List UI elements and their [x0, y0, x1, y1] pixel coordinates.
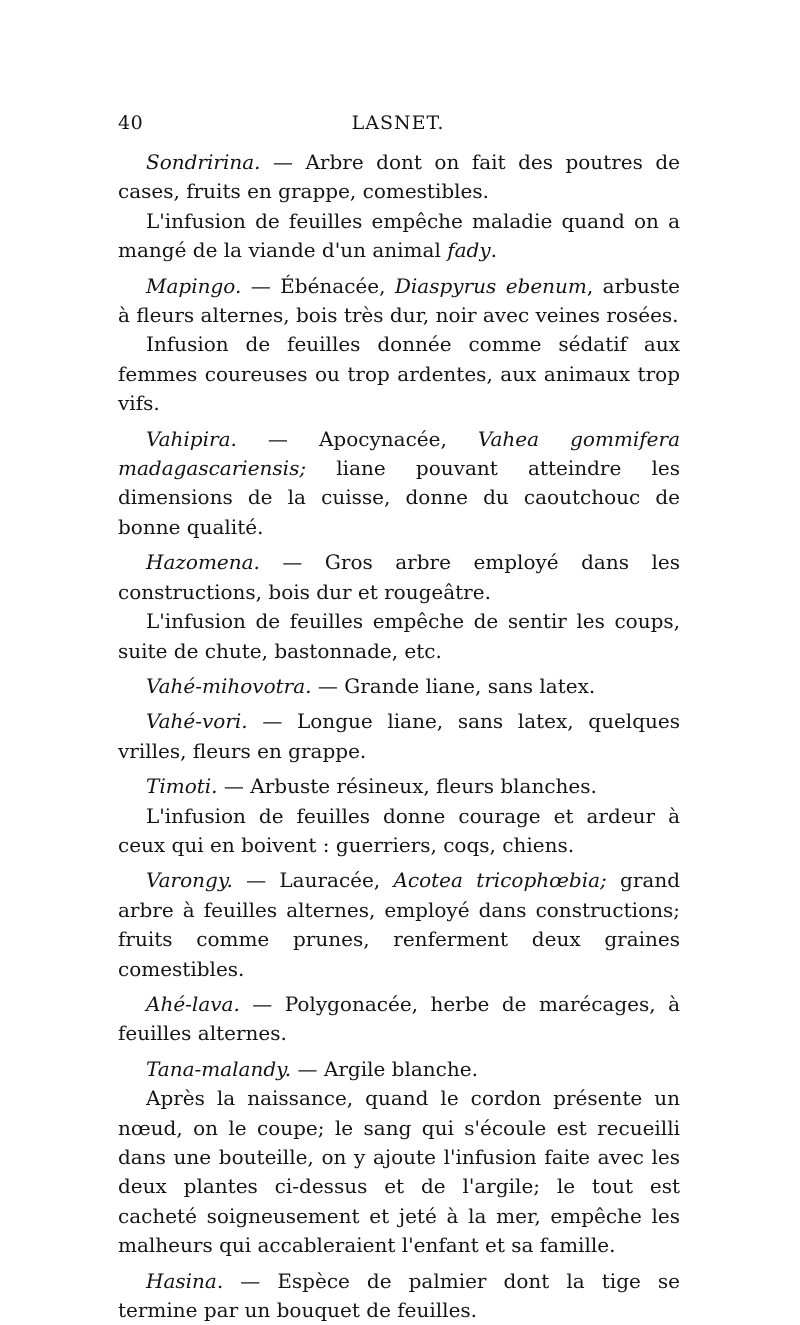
entry-term: Varongy.: [146, 868, 233, 893]
entry-term: Hazomena.: [146, 550, 260, 575]
entry-paragraph: [118, 1267, 680, 1325]
entry-term: Vahé-mihovotra.: [146, 673, 312, 698]
entry-term: Sondririna.: [146, 150, 261, 174]
entry-term: Tana-malandy.: [146, 1056, 292, 1081]
entry-paragraph: [118, 272, 680, 331]
entry-scientific-name: Vahea gommifera madagascariensis;: [118, 426, 680, 481]
entry-paragraph: [118, 772, 680, 801]
entry-text: — Ébénacée,: [241, 273, 395, 298]
entry-term: Hasina.: [146, 1268, 224, 1293]
entry-text: Infusion de feuilles donnée comme sédatif aux femmes coureuses ou trop ardentes, aux animaux trop vifs.: [118, 332, 680, 416]
page-number: 40: [118, 112, 144, 134]
entry-text: — Arbuste résineux, fleurs blanches.: [217, 774, 597, 799]
entry-text-after: grand arbre à feuilles alternes, employé dans constructions; fruits comme prunes, renferment deux graines comestibles.: [118, 868, 681, 981]
entry-paragraph: [118, 425, 680, 543]
entry-italic-word: fady: [447, 238, 491, 263]
entry-term: Vahipira.: [146, 426, 237, 451]
entry-paragraph: [118, 1055, 680, 1084]
entry-text: — Longue liane, sans latex, quelques vrilles, fleurs en grappe.: [118, 709, 680, 763]
entry-paragraph: [118, 330, 680, 418]
entry-paragraph: [118, 707, 680, 766]
entry-text-after: liane pouvant atteindre les dimensions de la cuisse, donne du caoutchouc de bonne qualité.: [118, 456, 680, 539]
entry-text: — Grande liane, sans latex.: [311, 673, 596, 698]
page-header: [118, 112, 678, 138]
entry-text-after: , arbuste à fleurs alternes, bois très dur, noir avec veines rosées.: [118, 273, 680, 328]
entry-text: — Argile blanche.: [291, 1056, 478, 1081]
entry-text: L'infusion de feuilles empêche de sentir les coups, suite de chute, bastonnade, etc.: [118, 609, 680, 663]
entry-scientific-name: Diaspyrus ebenum: [394, 273, 587, 298]
entry-term: Ahé-lava.: [146, 991, 240, 1016]
entry-text: — Arbre dont on fait des poutres de cases, fruits en grappe, comestibles.: [118, 150, 680, 204]
entry-paragraph: [118, 866, 680, 984]
entry-paragraph: [118, 990, 680, 1049]
entry-text: — Gros arbre employé dans les constructions, bois dur et rougeâtre.: [118, 550, 680, 604]
entry-text: Après la naissance, quand le cordon présente un nœud, on le coupe; le sang qui s'écoule est recueilli dans une bouteille, on y ajoute l'infusion faite avec les deux plantes ci-dessus et de l'argile; le tout est cacheté soigneusement et jeté à la mer, empêche les malheurs qui accableraient l'enfant et sa famille.: [118, 1086, 680, 1258]
entry-term: Timoti.: [146, 774, 218, 799]
entry-paragraph: [118, 548, 680, 607]
entry-text: — Lauracée,: [232, 868, 394, 893]
page-body: [118, 148, 680, 1325]
entry-paragraph: [118, 207, 680, 266]
entry-text: — Polygonacée, herbe de marécages, à feuilles alternes.: [118, 991, 680, 1046]
entry-scientific-name: Acotea tricophœbia;: [393, 868, 607, 893]
entry-paragraph: [118, 802, 680, 861]
entry-text: L'infusion de feuilles donne courage et ardeur à ceux qui en boivent : guerriers, coqs, chiens.: [118, 803, 680, 857]
entry-term: Vahé-vori.: [146, 709, 248, 734]
entry-paragraph: [118, 1084, 680, 1260]
entry-text-after: .: [490, 238, 497, 263]
entry-text: — Espèce de palmier dont la tige se termine par un bouquet de feuilles.: [118, 1268, 680, 1323]
entry-text: L'infusion de feuilles empêche maladie quand on a mangé de la viande d'un animal: [118, 208, 680, 263]
entry-term: Mapingo.: [146, 273, 242, 298]
entry-paragraph: [118, 672, 680, 701]
entry-paragraph: [118, 607, 680, 666]
entry-text: — Apocynacée,: [236, 426, 478, 451]
entry-paragraph: [118, 148, 680, 207]
running-head: LASNET.: [351, 112, 445, 134]
